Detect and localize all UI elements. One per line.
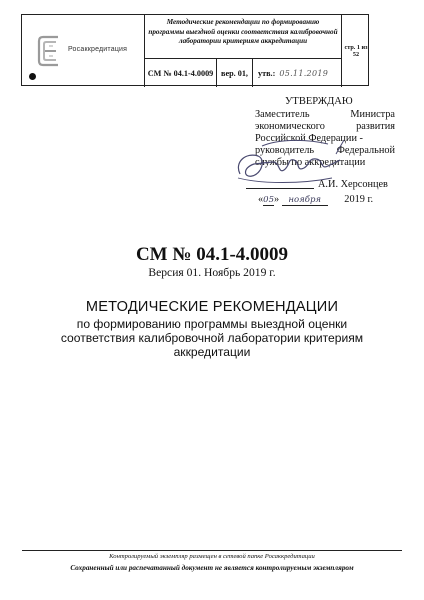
footer-divider	[22, 550, 402, 551]
approval-word: Российской Федерации -	[255, 133, 363, 144]
document-version: Версия 01. Ноябрь 2019 г.	[148, 266, 276, 279]
footer-controlled-note: Контролируемый экземпляр размещен в сетевой папке Росаккредитации	[109, 553, 315, 560]
approval-word: руководитель	[255, 145, 315, 156]
signer-name: А.И. Херсонцев	[318, 179, 388, 190]
approval-word: Федеральной	[336, 145, 395, 156]
document-title: МЕТОДИЧЕСКИЕ РЕКОМЕНДАЦИИ	[85, 299, 339, 315]
approval-word: Министра	[350, 109, 395, 120]
date-month: ноября	[282, 195, 328, 206]
header-doc-code: СМ № 04.1-4.0009	[145, 59, 217, 87]
footer-uncontrolled-note: Сохраненный или распечатанный документ не является контролируемым экземпляром	[70, 564, 354, 572]
document-code: СМ № 04.1-4.0009	[135, 244, 289, 265]
approved-label: утв.:	[258, 68, 276, 78]
signature-line	[246, 188, 314, 189]
approval-line	[255, 121, 395, 133]
approved-date-handwritten: 05.11.2019	[279, 68, 329, 78]
header-version: вер. 01,	[217, 59, 253, 87]
page-number: стр. 1 из 52	[341, 15, 370, 87]
date-year: 2019 г.	[344, 194, 374, 205]
approval-word: развития	[356, 121, 395, 132]
approval-word: экономического	[255, 121, 325, 132]
date-day: 05	[263, 195, 274, 205]
header-approved	[253, 59, 341, 87]
approval-word: службы по аккредитации	[255, 157, 366, 168]
date-quote-close: »	[273, 194, 280, 205]
document-header-table	[21, 14, 369, 86]
logo-cell	[22, 15, 145, 87]
rosaccreditation-logo-icon	[36, 33, 64, 69]
date-quote-open: «	[258, 194, 264, 205]
header-title: Методические рекомендации по формированию программы выездной оценки соответствия калибровочной лаборатории критериям аккредитации	[145, 15, 341, 59]
approval-line	[255, 109, 395, 121]
dot-mark	[29, 73, 36, 80]
approval-word: Заместитель	[255, 109, 310, 120]
logo-text: Росаккредитация	[68, 46, 128, 53]
approval-heading: УТВЕРЖДАЮ	[285, 96, 353, 107]
document-subtitle: по формированию программы выездной оценки соответствия калибровочной лаборатории критериям аккредитации	[60, 317, 364, 360]
approval-date	[258, 194, 373, 206]
